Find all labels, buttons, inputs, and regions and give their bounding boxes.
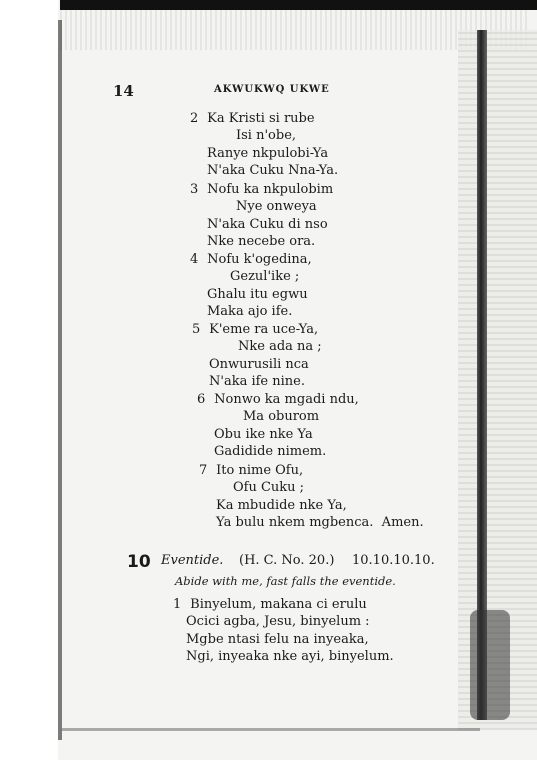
stanza-4 [190,251,312,321]
stanza-number: 4 [190,252,199,267]
stanza-line: Maka ajo ife. [207,304,293,320]
stanza-line [190,110,338,127]
stanza-line: Mgbe ntasi felu na inyeaka, [186,631,369,647]
stanza-line [190,251,312,268]
binding-shadow [470,610,510,720]
hymn-reference: (H. C. No. 20.) [239,553,335,568]
stanza-line: Nke ada na ; [238,339,322,355]
stanza-line: Ghalu itu egwu [207,286,308,302]
stanza-number: 7 [199,463,208,478]
stanza-line: Ka mbudide nke Ya, [216,497,347,513]
stanza-line [190,181,333,198]
stanza-line [192,321,322,338]
stanza-line-text: Binyelum, makana ci erulu [190,597,367,612]
stanza-3 [190,181,333,251]
stanza-line: Ranye nkpulobi-Ya [207,145,329,161]
stanza-line-text: Nofu k'ogedina, [207,252,312,267]
stanza-7 [199,462,424,532]
stanza-line: Ma oburom [243,409,320,425]
hymn-number: 10 [127,552,151,572]
stanza-2 [190,110,338,180]
hymn-subtitle: Abide with me, fast falls the eventide. [175,574,396,588]
stanza-5 [192,321,322,391]
stanza-line-text: Ka Kristi si rube [207,111,315,126]
stanza-line: Nke necebe ora. [207,234,316,250]
page-left-edge [58,20,62,740]
scan-top-shadow [60,0,537,10]
stanza-line: Ofu Cuku ; [233,480,305,496]
stanza-line: Ya bulu nkem mgbenca. Amen. [216,515,424,531]
stanza-line-text: K'eme ra uce-Ya, [209,322,319,337]
stanza-line [197,391,359,408]
stanza-line: Ngi, inyeaka nke ayi, binyelum. [186,649,394,665]
stanza-6 [197,391,359,461]
stanza-line: Ocici agba, Jesu, binyelum : [186,614,370,630]
stanza-number: 6 [197,392,206,407]
stanza-number: 5 [192,322,201,337]
stanza-line [173,596,394,613]
stanza-line: Gezul'ike ; [230,269,300,285]
hymn-title: Eventide. [161,553,224,568]
stanza-line-text: Ito nime Ofu, [216,463,304,478]
hymn-meter: 10.10.10.10. [352,553,435,568]
stanza-line: Nye onweya [236,199,317,215]
stanza-line: Obu ike nke Ya [214,426,313,442]
stanza-number: 2 [190,111,199,126]
page-number: 14 [113,82,134,100]
running-head: AKWUKWQ UKWE [214,84,330,95]
stanza-line: Isi n'obe, [236,128,297,144]
stanza-line-text: Nonwo ka mgadi ndu, [214,392,359,407]
stanza-number: 3 [190,182,199,197]
stanza-line: Gadidide nimem. [214,444,327,460]
stanza-line: N'aka Cuku Nna-Ya. [207,163,339,179]
stanza-line: Onwurusili nca [209,356,309,372]
page-margin-left [0,0,58,760]
stanza-line: N'aka ife nine. [209,374,305,390]
stanza-line-text: Nofu ka nkpulobim [207,182,334,197]
stanza-line [199,462,424,479]
page-bottom-edge [60,728,480,731]
stanza-line: N'aka Cuku di nso [207,216,328,232]
hymn-stanza-1 [173,596,394,666]
stanza-number: 1 [173,597,182,612]
